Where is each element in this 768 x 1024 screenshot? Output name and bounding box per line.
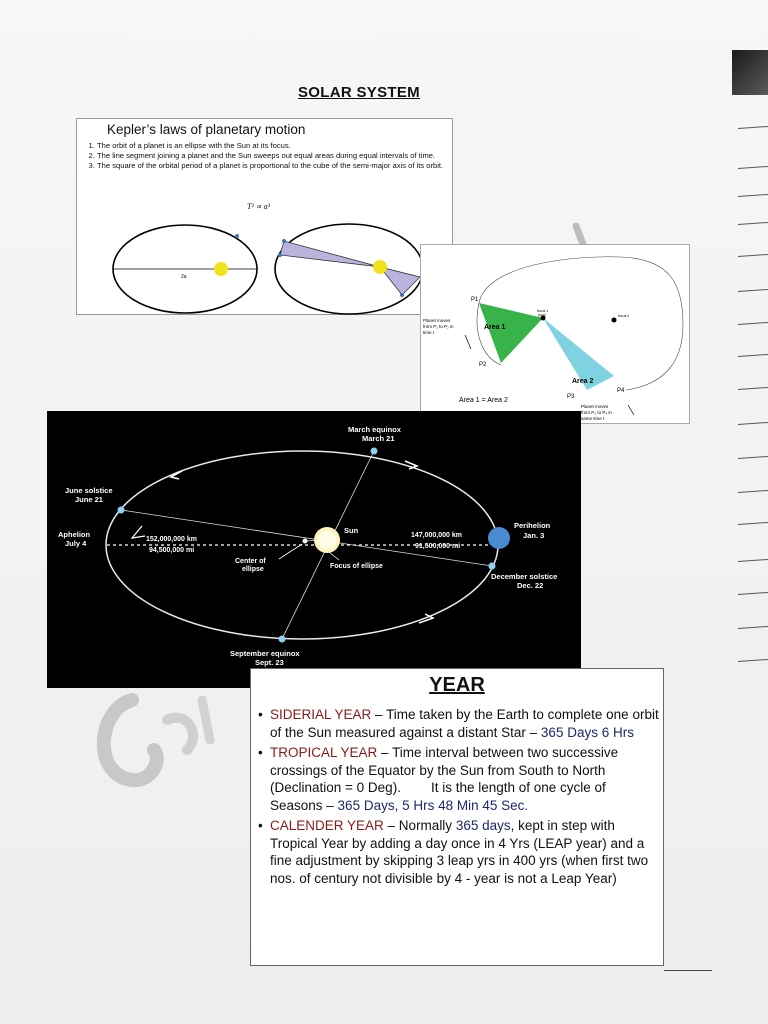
- december-solstice-label: December solstice: [491, 572, 558, 581]
- sun-icon-2: [373, 260, 387, 274]
- year-definitions-box: [250, 668, 664, 966]
- kepler-formula: T² ∝ a³: [247, 202, 270, 211]
- svg-text:from P₁ to P₂ in: from P₁ to P₂ in: [423, 324, 454, 329]
- march-equinox-label: March equinox: [348, 425, 401, 434]
- calender-year-value: 365 days: [455, 818, 511, 833]
- kepler-laws-list: [85, 141, 457, 171]
- center-label: Center of: [235, 558, 266, 565]
- year-heading: YEAR: [429, 674, 485, 696]
- notebook-line: [664, 970, 712, 971]
- svg-text:July 4: July 4: [65, 539, 87, 548]
- march-equinox-point: [371, 448, 378, 455]
- calender-year-item: • CALENDER YEAR – Normally 365 days, kept in step with Tropical Year by adding a day once in 4 Yrs (LEAP year) and a fine adjustment by skipping 3 leap yrs in 400 yrs (when first two nos. of century not divisible by 4 - year is not a Leap Year): [270, 817, 662, 887]
- kepler-law-3: 3. The square of the orbital period of a planet is proportional to the cube of the semi-major axis of its orbit.: [97, 161, 457, 170]
- page-title: SOLAR SYSTEM: [298, 84, 420, 101]
- june-solstice-label: June solstice: [65, 486, 113, 495]
- center-of-ellipse-dot: [303, 539, 308, 544]
- svg-text:from P₃ to P₄ in: from P₃ to P₄ in: [581, 410, 612, 415]
- tropical-year-value: 365 Days, 5 Hrs 48 Min 45 Sec.: [337, 797, 529, 813]
- focus-2-dot: [612, 318, 617, 323]
- siderial-year-value: 365 Days 6 Hrs: [540, 724, 634, 740]
- notebook-corner: [732, 50, 768, 95]
- svg-text:(sun): (sun): [538, 313, 546, 317]
- background-watermark-scribble: [92, 680, 252, 790]
- september-equinox-point: [279, 636, 286, 643]
- background-notebook-edge: [732, 45, 768, 925]
- svg-text:March 21: March 21: [362, 434, 395, 443]
- svg-text:Dec. 22: Dec. 22: [517, 581, 544, 590]
- svg-text:June 21: June 21: [75, 495, 103, 504]
- equal-areas-diagram: [421, 245, 691, 425]
- area-2-label: Area 2: [572, 378, 594, 385]
- svg-text:Jan. 3: Jan. 3: [523, 531, 545, 540]
- focus-label: Focus of ellipse: [330, 563, 383, 570]
- december-solstice-point: [489, 563, 496, 570]
- p3-label: P3: [567, 394, 575, 400]
- right-note: Planet moves: [581, 404, 609, 409]
- second-law-ellipse: [275, 224, 423, 314]
- distance-left-km: 152,000,000 km: [146, 536, 197, 543]
- left-note: Planet moves: [423, 318, 451, 323]
- equal-areas-figure: [420, 244, 690, 424]
- axis-label: 2a: [181, 274, 187, 280]
- p4-label: P4: [617, 388, 625, 394]
- p1-label: P1: [471, 297, 479, 303]
- earth-orbit-figure: [47, 411, 581, 688]
- sun-icon: [214, 262, 228, 276]
- planet-icon: [235, 234, 239, 238]
- year-definitions-list: [257, 706, 662, 890]
- sun-label: Sun: [344, 526, 359, 535]
- p2-label: P2: [479, 362, 487, 368]
- svg-text:Sept. 23: Sept. 23: [255, 658, 284, 667]
- kepler-law-1: 1. The orbit of a planet is an ellipse with the Sun at its focus.: [97, 141, 457, 150]
- june-solstice-point: [118, 507, 125, 514]
- svg-text:same time t: same time t: [581, 416, 605, 421]
- calender-year-term: CALENDER YEAR: [270, 818, 384, 833]
- tropical-year-item: • TROPICAL YEAR – Time interval between two successive crossings of the Equator by the Sun from South to North (Declination = 0 Deg). It is the length of one cycle of Seasons – 365 Days, 5 Hrs 48 Min 45 Sec.: [270, 744, 662, 814]
- tropical-year-term: TROPICAL YEAR: [270, 745, 378, 760]
- area-1-label: Area 1: [484, 324, 506, 331]
- distance-right-km: 147,000,000 km: [411, 532, 462, 539]
- earth-orbit-diagram: [47, 411, 581, 688]
- area-1-wedge: [479, 303, 543, 363]
- svg-text:ellipse: ellipse: [242, 566, 264, 573]
- earth-icon: [488, 527, 510, 549]
- kepler-law-2: 2. The line segment joining a planet and the Sun sweeps out equal areas during equal intervals of time.: [97, 151, 457, 160]
- september-equinox-label: September equinox: [230, 649, 300, 658]
- kepler-ellipse-diagrams: [77, 211, 454, 316]
- equality-label: Area 1 = Area 2: [459, 397, 508, 404]
- aphelion-label: Aphelion: [58, 530, 91, 539]
- swept-area-1: [280, 241, 380, 267]
- kepler-heading: Kepler’s laws of planetary motion: [107, 122, 306, 137]
- siderial-year-item: • SIDERIAL YEAR – Time taken by the Earth to complete one orbit of the Sun measured against a distant Star – 365 Days 6 Hrs: [270, 706, 662, 741]
- perihelion-label: Perihelion: [514, 521, 551, 530]
- distance-right-mi: 91,500,000 mi: [415, 543, 461, 550]
- siderial-year-term: SIDERIAL YEAR: [270, 707, 372, 722]
- focus-1-label: focus 1: [537, 309, 549, 313]
- distance-left-mi: 94,500,000 mi: [149, 547, 195, 554]
- kepler-laws-figure: [76, 118, 453, 315]
- svg-text:time t: time t: [423, 330, 435, 335]
- focus-2-label: focus 2: [618, 314, 630, 318]
